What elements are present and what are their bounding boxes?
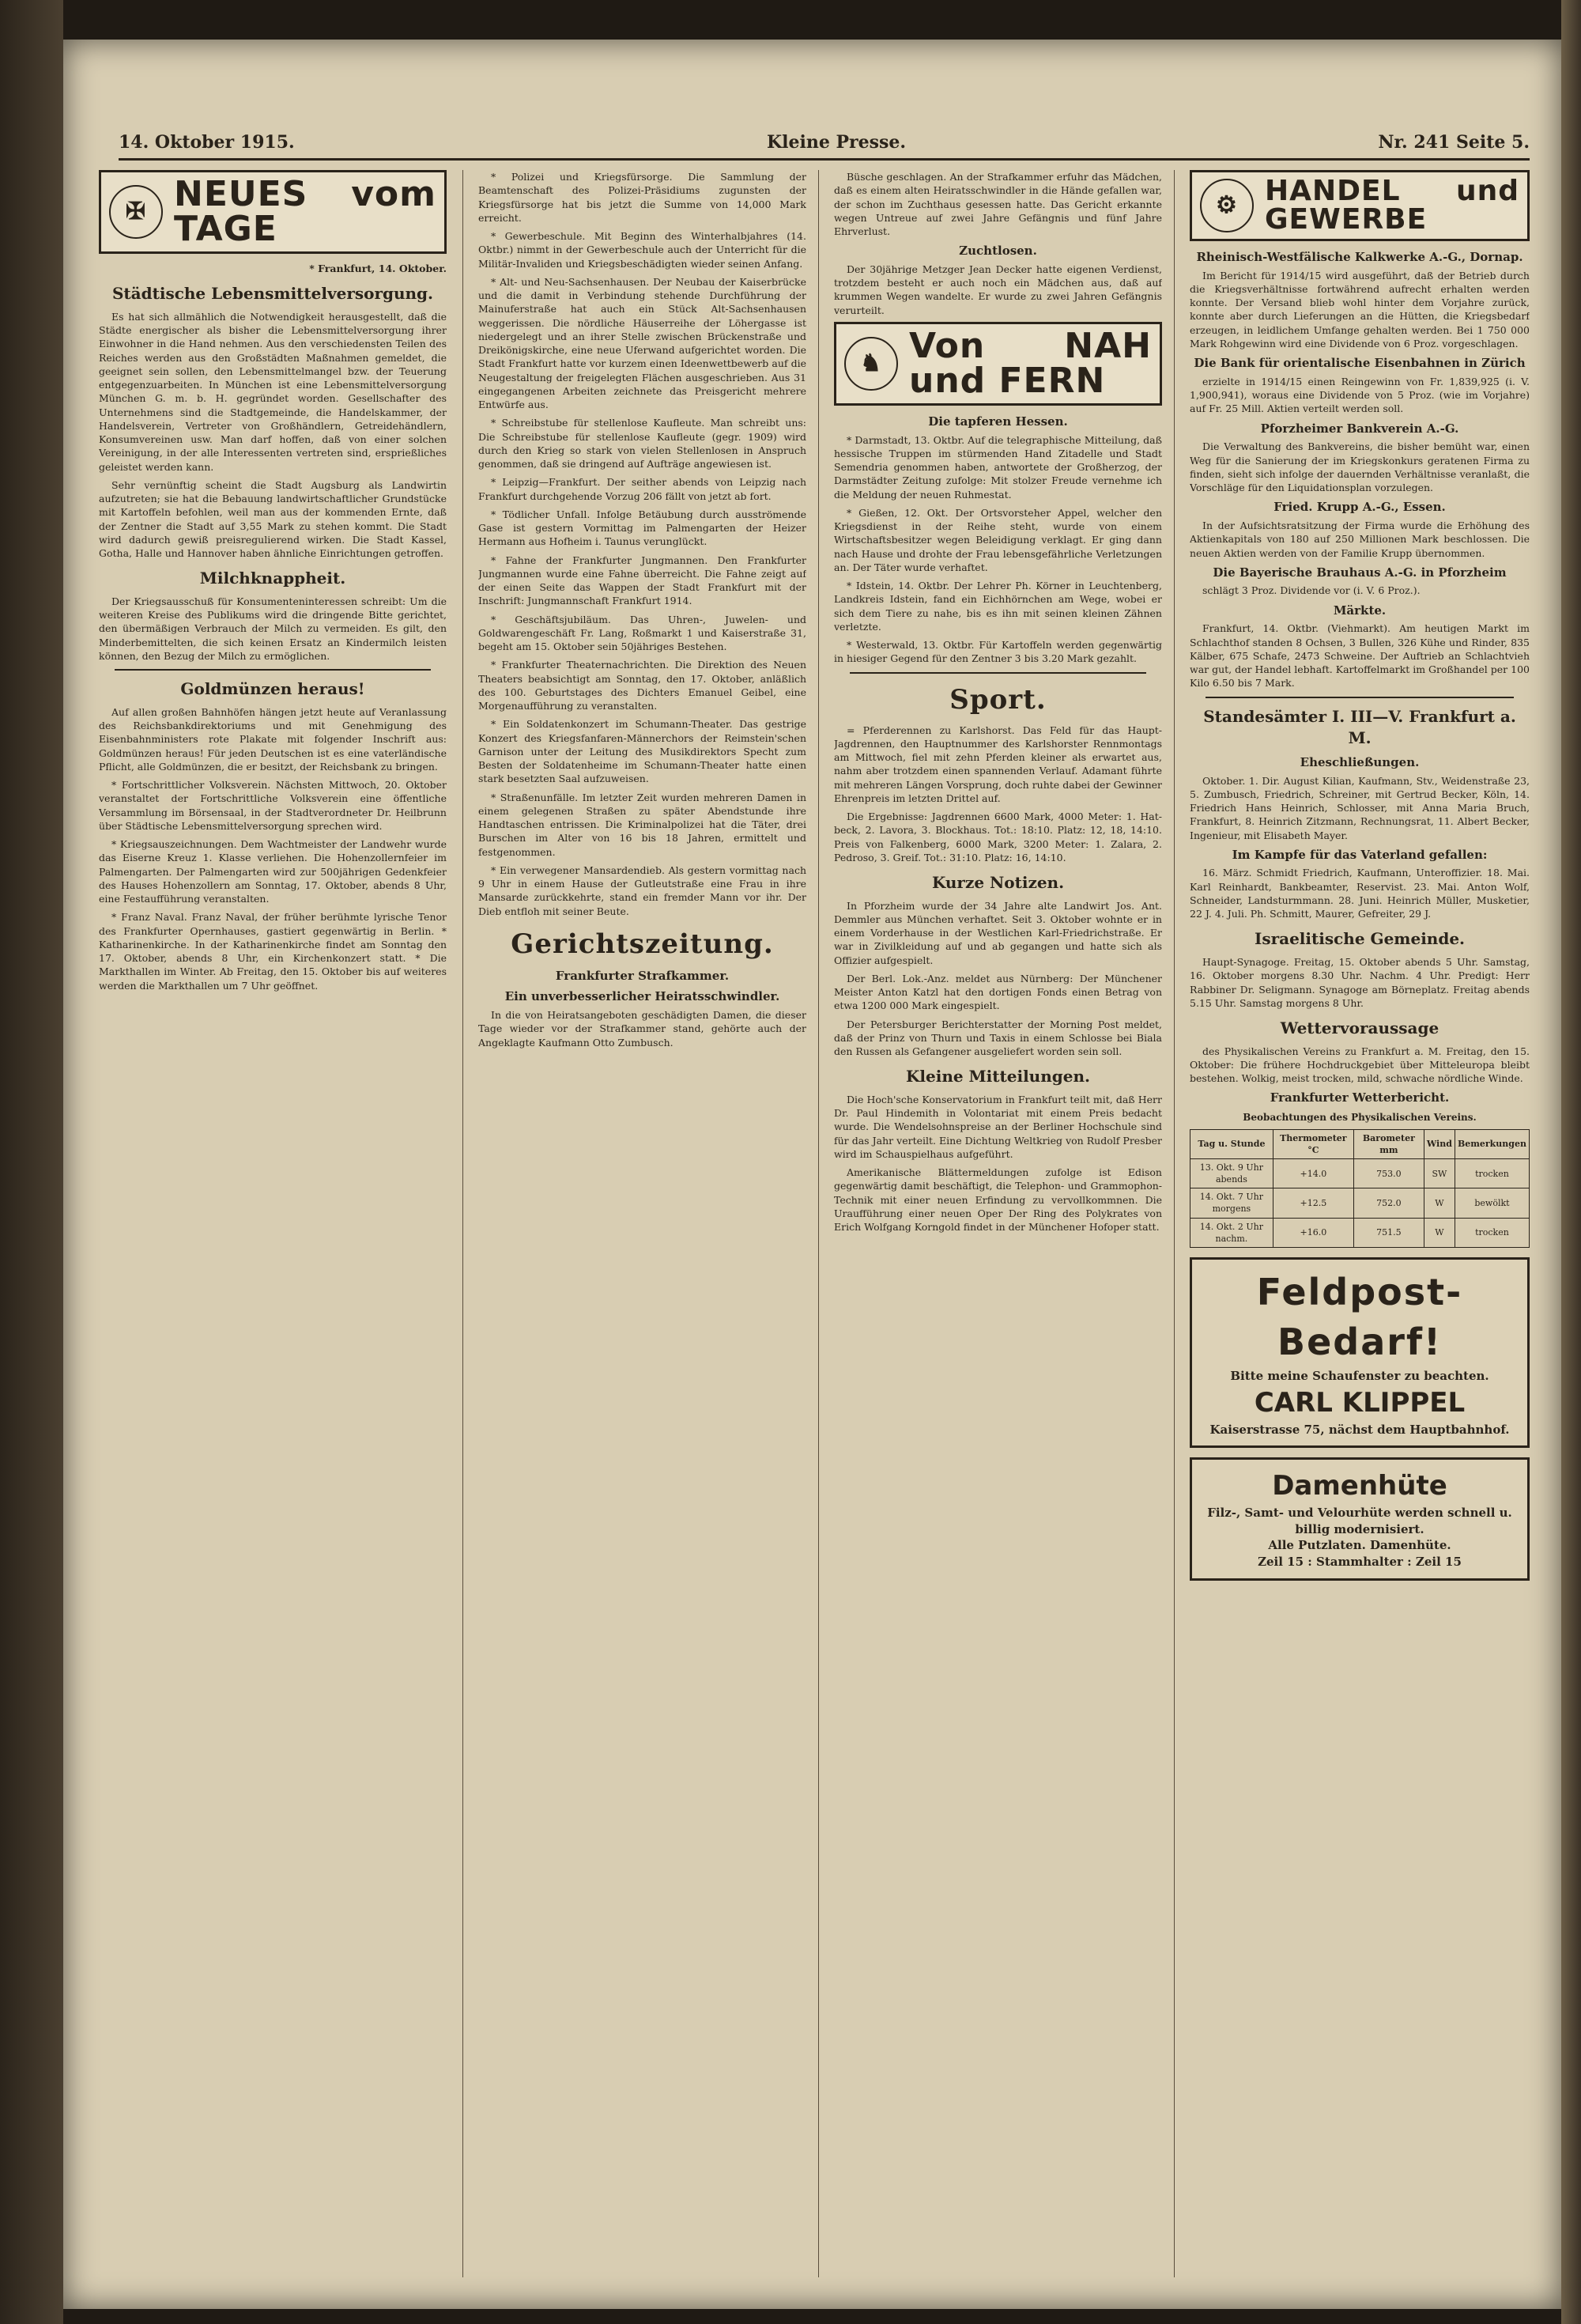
weather-cell: trocken <box>1455 1158 1529 1188</box>
article-paragraph: Im Bericht für 1914/15 wird ausgeführt, daß der Betrieb durch die Kriegsverhältnisse fortwährend aufrecht erhalten werden konnte. Der Versand blieb wohl hinter dem Vorjahre zurück, konnte aber durch Lieferungen an die Hütten, die Kriegsbedarf erzeugen, in leidlichem Umfange gehalten werden. Bei 1 750 000 Mark Rohgewinn wird eine Dividende von 6 Proz. vorgeschlagen. <box>1190 269 1530 350</box>
ad-line: Zeil 15 : Stammhalter : Zeil 15 <box>1258 1555 1462 1570</box>
subheading: Märkte. <box>1333 603 1387 618</box>
article-heading: Städtische Lebensmittelversorgung. <box>111 284 433 304</box>
column-2 <box>478 170 806 2277</box>
von-nah-und-fern-banner <box>834 322 1162 406</box>
article-paragraph: Büsche geschlagen. An der Strafkammer erfuhr das Mädchen, daß es einem alten Heiratsschwindler in die Hände gefallen war, der schon im Zuchthaus gesessen hatte. Das Gericht erkannte wegen Untreue auf zwei Jahre Gefängnis und fünf Jahre Ehrverlust. <box>834 171 1162 237</box>
newspaper-page <box>63 40 1561 2309</box>
weather-cell: W <box>1424 1218 1455 1247</box>
weather-table-subtitle: Beobachtungen des Physikalischen Vereins. <box>1243 1112 1477 1124</box>
page-number: Nr. 241 Seite 5. <box>1378 132 1530 153</box>
subheading: Die tapferen Hessen. <box>928 414 1068 429</box>
weather-cell: 14. Okt. 7 Uhr morgens <box>1190 1188 1273 1218</box>
handel-und-gewerbe-banner <box>1190 170 1530 241</box>
article-paragraph: schlägt 3 Proz. Dividende vor (i. V. 6 Proz.). <box>1202 584 1421 597</box>
weather-cell: +16.0 <box>1273 1218 1353 1247</box>
weather-table-row <box>1190 1158 1530 1188</box>
article-paragraph: * Gießen, 12. Okt. Der Ortsvorsteher Appel, welcher den Kriegsdienst in der Reihe steht, wurde von einem Wirtschaftsbesitzer wegen Beleidigung verklagt. Er ging dann nach Hause und drohte der Frau lebensgefährliche Verletzungen an. Der Täter wurde verhaftet. <box>834 506 1162 573</box>
column-1 <box>99 170 447 2277</box>
weather-col-header: Barometer mm <box>1353 1129 1424 1158</box>
article-paragraph: Der Kriegsausschuß für Konsumenteninteressen schreibt: Um die weiteren Kreise des Publikums wird die dringende Bitte gerichtet, den übermäßigen Verbrauch der Milch zu vermeiden. Es gilt, den Minderbemittelten, die sich keinen Ersatz an Kindermilch leisten können, den Bezug der Milch zu ermöglichen. <box>99 595 447 662</box>
weather-cell: 13. Okt. 9 Uhr abends <box>1190 1158 1273 1188</box>
weather-cell: +12.5 <box>1273 1188 1353 1218</box>
column-3 <box>834 170 1162 2277</box>
divider <box>115 669 431 671</box>
weather-table <box>1190 1129 1530 1248</box>
ad-line: Filz-, Samt- und Velourhüte werden schnell u. billig modernisiert. <box>1207 1506 1512 1536</box>
eagle-icon: ✠ <box>109 185 163 239</box>
ad-title: Feldpost-Bedarf! <box>1256 1270 1463 1364</box>
article-paragraph: 16. März. Schmidt Friedrich, Kaufmann, Unteroffizier. 18. Mai. Karl Reinhardt, Bankbeamter, Reservist. 23. Mai. Anton Wolf, Schneider, Landsturmmann. 28. Juni. Heinrich Müller, Musketier, 22 J. 4. Juli. Ph. Schmitt, Maurer, Gefreiter, 29 J. <box>1190 867 1530 920</box>
article-paragraph: * Westerwald, 13. Oktbr. Für Kartoffeln werden gegenwärtig in hiesiger Gegend für den Zentner 3 bis 3.20 Mark gezahlt. <box>834 639 1162 665</box>
article-paragraph: = Pferderennen zu Karlshorst. Das Feld für das Haupt-Jagdrennen, den Hauptnummer des Karlshorster Rennmontags am Mittwoch, fiel mit zehn Pferden kleiner als erwartet aus, nahm aber trotzdem einen spannenden Verlauf. Adamant führte mit mehreren Längen Vorsprung, doch ruhte dabei der Gewinner Ehrenpreis im letzten Drittel auf. <box>834 724 1162 804</box>
ad-line: Bitte meine Schaufenster zu beachten. <box>1230 1368 1489 1383</box>
weather-table-row <box>1190 1188 1530 1218</box>
subheading: Eheschließungen. <box>1300 754 1420 769</box>
subheading: Die Bank für orientalische Eisenbahnen in Zürich <box>1194 356 1526 371</box>
article-heading: Kleine Mitteilungen. <box>906 1067 1090 1086</box>
article-paragraph: Der Petersburger Berichterstatter der Morning Post meldet, daß der Prinz von Thurn und Taxis in einem Schlosse bei Biala den Russen als Gefangener ausgeliefert worden sein soll. <box>834 1018 1162 1058</box>
article-paragraph: In Pforzheim wurde der 34 Jahre alte Landwirt Jos. Ant. Demmler aus München verhaftet. Seit 3. Oktober wohnte er in einem Vorderhause in der Westlichen Karl-Friedrichstraße. Er war in Zivilkleidung auf und ab gegangen und hatte sich als Offizier aufgespielt. <box>834 899 1162 966</box>
article-paragraph: * Straßenunfälle. Im letzter Zeit wurden mehreren Damen in einem gelegenen Straßen zu später Abendstunde ihre Handtaschen entrissen. Die Kriminalpolizei hat die Täter, drei Burschen im Alter von 16 bis 18 Jahren, ermittelt und festgenommen. <box>478 791 806 858</box>
divider <box>850 672 1146 674</box>
weather-col-header: Tag u. Stunde <box>1190 1129 1273 1158</box>
article-paragraph: In der Aufsichtsratsitzung der Firma wurde die Erhöhung des Aktienkapitals von 180 auf 250 Millionen Mark beschlossen. Die neuen Aktien werden von der Familie Krupp übernommen. <box>1190 520 1530 559</box>
article-paragraph: Der 30jährige Metzger Jean Decker hatte eigenen Verdienst, trotzdem besteht er auch noch ein Mädchen aus, daß auf krummen Wegen wandelte. Er wurde zu zwei Jahren Gefängnis verurteilt. <box>834 263 1162 316</box>
article-heading: Standesämter I. III—V. Frankfurt a. M. <box>1203 706 1516 748</box>
ad-firm-name: CARL KLIPPEL <box>1254 1386 1466 1419</box>
article-paragraph: * Frankfurter Theaternachrichten. Die Direktion des Neuen Theaters beabsichtigt am Sonntag, den 17. Oktober, anläßlich des 100. Geburtstages des Dichters Emanuel Geibel, eine Morgenaufführung zu veranstalten. <box>478 659 806 712</box>
column-4 <box>1190 170 1530 2277</box>
gerichtszeitung-heading: Gerichtszeitung. <box>511 928 774 960</box>
ad-line: Alle Putzlaten. Damenhüte. <box>1268 1538 1451 1553</box>
issue-date: 14. Oktober 1915. <box>119 132 295 153</box>
section-title: Von NAH und FERN <box>909 325 1152 401</box>
subheading: Pforzheimer Bankverein A.-G. <box>1260 421 1459 436</box>
sport-heading: Sport. <box>949 683 1047 716</box>
article-paragraph: Amerikanische Blättermeldungen zufolge ist Edison gegenwärtig damit beschäftigt, die Telephon- und Grammophon-Technik mit einer neuen Erfindung zu vervollkommnen. Die Uraufführung einer neuen Oper Der Ring des Polykrates von Erich Wolfgang Korngold findet in der Münchener Hofoper statt. <box>834 1166 1162 1234</box>
weather-cell: +14.0 <box>1273 1158 1353 1188</box>
article-heading: Milchknappheit. <box>199 569 346 588</box>
article-paragraph: * Gewerbeschule. Mit Beginn des Winterhalbjahres (14. Oktbr.) nimmt in der Gewerbeschule auch der Unterricht für die Militär-Invaliden und Kriegsbeschädigten wieder seinen Anfang. <box>478 230 806 270</box>
weather-cell: 752.0 <box>1353 1188 1424 1218</box>
weather-col-header: Wind <box>1424 1129 1455 1158</box>
section-title: HANDEL und GEWERBE <box>1265 175 1519 236</box>
weather-cell: 753.0 <box>1353 1158 1424 1188</box>
horseman-icon: ♞ <box>844 337 898 391</box>
article-paragraph: * Ein Soldatenkonzert im Schumann-Theater. Das gestrige Konzert des Kriegsfanfaren-Männerchors der Reimstein'schen Garnison unter der Leitung des Musikdirektors Specht zum Besten der Soldatenheime im Schumann-Theater hatte einen stark besetzten Saal aufzuweisen. <box>478 718 806 785</box>
article-paragraph: des Physikalischen Vereins zu Frankfurt a. M. Freitag, den 15. Oktober: Die frühere Hochdruckgebiet über Mitteleuropa bleibt bestehen. Wolkig, meist trocken, mild, schwache nördliche Winde. <box>1190 1045 1530 1085</box>
weather-cell: SW <box>1424 1158 1455 1188</box>
article-paragraph: * Fortschrittlicher Volksverein. Nächsten Mittwoch, 20. Oktober veranstaltet der Fortschrittliche Volksverein eine öffentliche Versammlung im Börsensaal, in der Stadtverordneter Dr. Heilbrunn über Städtische Lebensmittelversorgung sprechen wird. <box>99 779 447 832</box>
article-paragraph: * Schreibstube für stellenlose Kaufleute. Man schreibt uns: Die Schreibstube für stellenlose Kaufleute (gegr. 1909) wird durch den Krieg so stark von vielen Stellenlosen in Anspruch genommen, daß sie dringend auf Aufträge angewiesen ist. <box>478 417 806 470</box>
article-paragraph: erzielte in 1914/15 einen Reingewinn von Fr. 1,839,925 (i. V. 1,900,941), woraus eine Dividende von 5 Proz. (wie im Vorjahre) auf Fr. 25 Mill. Aktien verteilt werden soll. <box>1190 375 1530 415</box>
weather-cell: 14. Okt. 2 Uhr nachm. <box>1190 1218 1273 1247</box>
column-rule <box>462 170 463 2277</box>
article-paragraph: * Tödlicher Unfall. Infolge Betäubung durch ausströmende Gase ist gestern Vormittag im Palmengarten der Heizer Hermann aus Hofheim i. Taunus verunglückt. <box>478 508 806 548</box>
article-paragraph: * Kriegsauszeichnungen. Dem Wachtmeister der Landwehr wurde das Eiserne Kreuz 1. Klasse verliehen. Die Hohenzollernfeier im Palmengarten. Der Palmengarten wird zur 500jährigen Gedenkfeier des Hauses Hohenzollern am Sonntag, 17. Oktober, abends 8 Uhr, eine Festaufführung veranstalten. <box>99 838 447 905</box>
article-paragraph: Die Verwaltung des Bankvereins, die bisher bemüht war, einen Weg für die Sanierung der im Kriegskonkurs geratenen Firma zu finden, sieht sich infolge der dauernden Verhältnisse veranlaßt, die Vorschläge für den Liquidationsplan vorzulegen. <box>1190 440 1530 494</box>
neues-vom-tage-banner <box>99 170 447 254</box>
gear-icon: ⚙ <box>1200 179 1254 232</box>
article-paragraph: Sehr vernünftig scheint die Stadt Augsburg als Landwirtin aufzutreten; sie hat die Bebauung landwirtschaftlicher Grundstücke mit Kartoffeln befohlen, weil man aus der kommenden Ernte, daß der Zentner die Stadt auf 3,55 Mark zu stehen kommt. Die Stadt wird dadurch gewiß preisregulierend wirken. Die Stadt Kassel, Gotha, Halle und Hannover haben ähnliche Einrichtungen getroffen. <box>99 478 447 560</box>
article-paragraph: * Leipzig—Frankfurt. Der seither abends von Leipzig nach Frankfurt durchgehende Vorzug 206 fällt von jetzt ab fort. <box>478 476 806 502</box>
article-paragraph: In die von Heiratsangeboten geschädigten Damen, die dieser Tage wieder vor der Strafkammer stand, gehörte auch der Angeklagte Kaufmann Otto Zumbusch. <box>478 1009 806 1049</box>
weather-col-header: Bemerkungen <box>1455 1129 1529 1158</box>
weather-cell: trocken <box>1455 1218 1529 1247</box>
binding-shadow-left <box>0 0 63 2324</box>
subheading: Fried. Krupp A.-G., Essen. <box>1273 500 1446 515</box>
article-paragraph: * Darmstadt, 13. Oktbr. Auf die telegraphische Mitteilung, daß hessische Truppen im stürmenden Hand Zitadelle und Stadt Semendria genommen haben, antwortete der Großherzog, der Darmstädter Zeitung zufolge: Mit stolzer Freude vernehme ich die Meldung der neuen Ruhmestat. <box>834 433 1162 501</box>
article-paragraph: Die Ergebnisse: Jagdrennen 6600 Mark, 4000 Meter: 1. Hatbeck, 2. Lavora, 3. Blockhaus. Tot.: 18:10. Platz: 12, 18, 14:10. Preis von Falkenberg, 6000 Mark, 3200 Meter: 1. Zalara, 2. Pedroso, 3. Greif. Tot.: 31:10. Platz: 16, 14:10. <box>834 811 1162 863</box>
article-paragraph: Frankfurt, 14. Oktbr. (Viehmarkt). Am heutigen Markt im Schlachthof standen 8 Ochsen, 3 Bullen, 326 Kühe und Rinder, 835 Kälber, 675 Schafe, 2473 Schweine. Der Auftrieb an Schlachtvieh war gut, der Handel lebhaft. Kartoffelmarkt im Großhandel per 100 Kilo 6.50 bis 7 Mark. <box>1190 622 1530 690</box>
ad-line: Kaiserstrasse 75, nächst dem Hauptbahnhof. <box>1209 1422 1510 1437</box>
subheading: Frankfurter Strafkammer. <box>555 968 730 983</box>
weather-table-row <box>1190 1218 1530 1247</box>
article-heading: Wettervoraussage <box>1280 1018 1440 1038</box>
weather-cell: W <box>1424 1188 1455 1218</box>
weather-col-header: Thermometer °C <box>1273 1129 1353 1158</box>
article-paragraph: * Ein verwegener Mansardendieb. Als gestern vormittag nach 9 Uhr in einem Hause der Gutleutstraße eine Frau in ihre Mansarde zurückkehrte, stand ein fremder Mann vor ihr. Der Dieb entfloh mit seiner Beute. <box>478 863 806 917</box>
article-heading: Israelitische Gemeinde. <box>1254 929 1466 949</box>
article-paragraph: * Polizei und Kriegsfürsorge. Die Sammlung der Beamtenschaft des Polizei-Präsidiums zugunsten der Kriegsfürsorge hat bis jetzt die Summe von 14,000 Mark erreicht. <box>478 171 806 224</box>
subheading: Im Kampfe für das Vaterland gefallen: <box>1232 847 1488 862</box>
subheading: Rheinisch-Westfälische Kalkwerke A.-G., Dornap. <box>1196 250 1523 264</box>
feldpost-advertisement <box>1190 1257 1530 1448</box>
article-paragraph: Haupt-Synagoge. Freitag, 15. Oktober abends 5 Uhr. Samstag, 16. Oktober morgens 8.30 Uhr. Nachm. 4 Uhr. Predigt: Herr Rabbiner Dr. Seligmann. Synagoge am Börneplatz. Freitag abends 5.15 Uhr. Samstag morgens 8 Uhr. <box>1190 956 1530 1009</box>
weather-cell: 751.5 <box>1353 1218 1424 1247</box>
page-masthead <box>119 127 1530 161</box>
page-edge-right <box>1561 0 1581 2324</box>
article-paragraph: * Geschäftsjubiläum. Das Uhren-, Juwelen- und Goldwarengeschäft Fr. Lang, Roßmarkt 1 und Kaiserstraße 31, begeht am 15. Oktober sein 50jähriges Bestehen. <box>478 613 806 652</box>
section-title: NEUES vom TAGE <box>174 174 436 249</box>
article-paragraph: * Franz Naval. Franz Naval, der früher berühmte lyrische Tenor des Frankfurter Opernhauses, gastiert gegenwärtig in Berlin. * Katharinenkirche. In der Katharinenkirche findet am Sonntag den 17. Oktober, abends 8 Uhr, ein Kirchenkonzert statt. * Die Markthallen im Winter. Ab Freitag, den 15. Oktober bis auf weiteres werden die Markthallen um 7 Uhr geöffnet. <box>99 911 447 992</box>
column-rule <box>1174 170 1175 2277</box>
article-paragraph: Es hat sich allmählich die Notwendigkeit herausgestellt, daß die Städte energischer als bisher die Lebensmittelversorgung ihrer Einwohner in die Hand nehmen. Aus den verschiedensten Teilen des Reiches werden aus den Großstädten Maßnahmen gemeldet, die geeignet sein sollen, den Lebensmittelmangel bzw. der Teuerung entgegenzuarbeiten. In München ist eine Lebensmittelversorgung München G. m. b. H. gegründet worden. Gesellschafter des Unternehmens sind die Stadtgemeinde, die Handelskammer, der Handelsverein, Vertreter von Großhändlern, Getreidehändlern, Konsumvereinen usw. Man darf hoffen, daß von einer solchen Vereinigung, in der alle Interessenten vertreten sind, ersprießliches geleistet werden kann. <box>99 310 447 473</box>
subheading: Die Bayerische Brauhaus A.-G. in Pforzheim <box>1213 565 1507 580</box>
ad-title: Damenhüte <box>1272 1470 1447 1502</box>
article-heading: Kurze Notizen. <box>931 873 1065 893</box>
article-paragraph: * Fahne der Frankfurter Jungmannen. Den Frankfurter Jungmannen wurde eine Fahne überreicht. Die Fahne zeigt auf der einen Seite das Wappen der Stadt Frankfurt mit der Inschrift: Jungmannschaft Frankfurt 1914. <box>478 554 806 607</box>
article-paragraph: Der Berl. Lok.-Anz. meldet aus Nürnberg: Der Münchener Meister Anton Katzl hat den dortigen Fonds einen Betrag von etwa 1200 000 Mark eingespielt. <box>834 972 1162 1012</box>
article-paragraph: Die Hoch'sche Konservatorium in Frankfurt teilt mit, daß Herr Dr. Paul Hindemith in Volontariat mit einem Preis bedacht wurde. Die Wendelsohnspreise an der Berliner Hochschule sind für das Jahr verteilt. Eine Dichtung Weltkrieg von Rudolf Presber wird im Schauspielhaus aufgeführt. <box>834 1093 1162 1160</box>
damenhuete-advertisement <box>1190 1457 1530 1581</box>
weather-table-title: Frankfurter Wetterbericht. <box>1270 1090 1450 1105</box>
dateline: * Frankfurt, 14. Oktober. <box>309 263 447 274</box>
column-rule <box>818 170 819 2277</box>
subheading: Zuchtlosen. <box>959 244 1037 259</box>
article-paragraph: Oktober. 1. Dir. August Kilian, Kaufmann, Stv., Weidenstraße 23, 5. Zumbusch, Friedrich, Schreiner, mit Gertrud Becker, Köln, 14. Friedrich Hans Heinrich, Schlosser, mit Anna Maria Bruch, Frankfurt, 8. Heinrich Zitzmann, Rechnungsrat, 11. Albert Becker, Ingenieur, mit Elisabeth Mayer. <box>1190 774 1530 841</box>
weather-table-header <box>1190 1129 1530 1158</box>
article-paragraph: * Idstein, 14. Oktbr. Der Lehrer Ph. Körner in Leuchtenberg, Landkreis Idstein, fand ein Eichhörnchen am Wege, wobei er sich dem Tiere zu nahe, bis es ihn mit seinen kleinen Zähnen verletzte. <box>834 580 1162 633</box>
subheading: Ein unverbesserlicher Heiratsschwindler. <box>504 989 780 1004</box>
weather-cell: bewölkt <box>1455 1188 1529 1218</box>
paper-title: Kleine Presse. <box>767 132 907 153</box>
article-paragraph: * Alt- und Neu-Sachsenhausen. Der Neubau der Kaiserbrücke und die damit in Verbindung stehende Durchführung der Mainuferstraße hat auch ein Stück Alt-Sachsenhausen weggerissen. Die nördliche Häuserreihe der Löhergasse ist niedergelegt und an ihrer Stelle zwischen Brückenstraße und Dreikönigskirche, eine neue Uferwand aufgerichtet worden. Die Stadt Frankfurt hatte vor kurzem einen Ideenwettbewerb auf die Neugestaltung der freigelegten Flächen ausgeschrieben. Aus 31 eingegangenen Arbeiten zeichnete das Preisgericht mehrere Entwürfe aus. <box>478 275 806 410</box>
article-paragraph: Auf allen großen Bahnhöfen hängen jetzt heute auf Veranlassung des Reichsbankdirektoriums und mit Genehmigung des Eisenbahnministers rote Plakate mit folgender Inschrift aus: Goldmünzen heraus! Für jeden Deutschen ist es eine vaterländische Pflicht, alle Goldmünzen, die er besitzt, der Reichsbank zu bringen. <box>99 705 447 773</box>
article-heading: Goldmünzen heraus! <box>180 679 365 699</box>
divider <box>1206 697 1514 698</box>
